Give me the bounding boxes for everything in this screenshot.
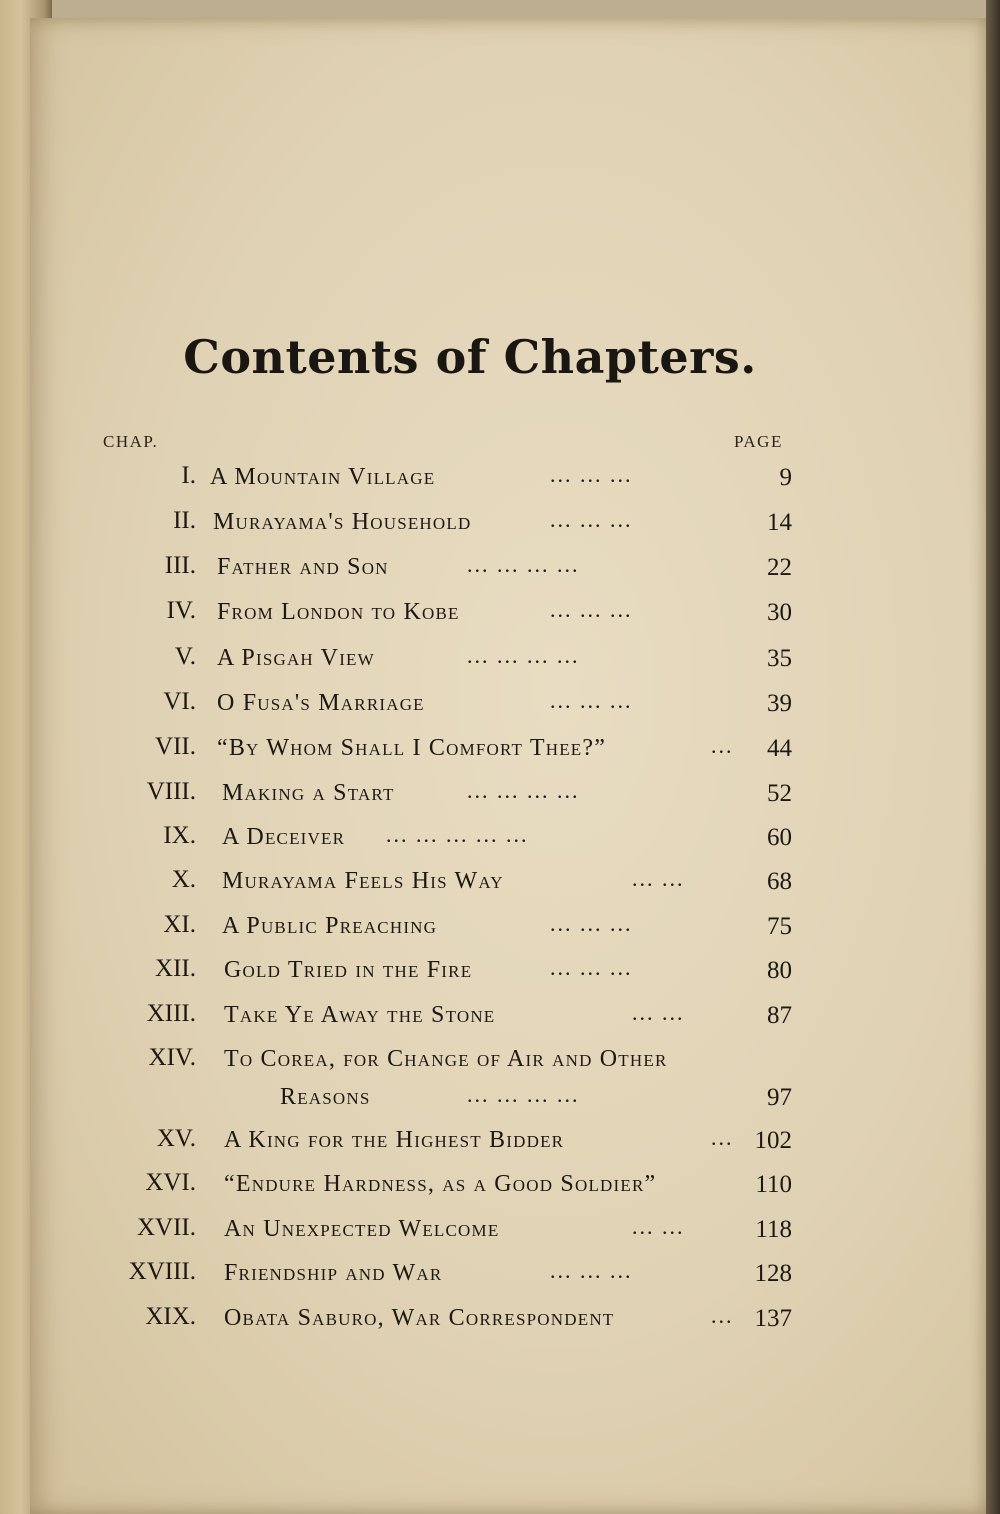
chapter-title: A King for the Highest Bidder bbox=[224, 1127, 565, 1153]
chapter-title: Making a Start bbox=[222, 780, 395, 806]
chapter-title: A Public Preaching bbox=[222, 913, 438, 939]
leader-dots: ... bbox=[711, 733, 734, 758]
toc-entry bbox=[0, 1214, 940, 1254]
page-number: 52 bbox=[767, 780, 792, 807]
leader-dots: ... ... ... bbox=[550, 507, 633, 532]
page-number: 102 bbox=[754, 1127, 792, 1154]
page-number: 68 bbox=[767, 868, 792, 895]
toc-entry bbox=[0, 955, 940, 995]
toc-entry bbox=[0, 1303, 940, 1343]
page-number: 35 bbox=[767, 645, 792, 672]
chapter-number: XV. bbox=[156, 1125, 196, 1152]
toc-entry bbox=[0, 507, 940, 547]
toc-entry bbox=[0, 1044, 940, 1084]
chapter-number: I. bbox=[181, 462, 196, 489]
page-number: 44 bbox=[767, 735, 792, 762]
toc-entry bbox=[0, 1082, 940, 1122]
page-number: 30 bbox=[767, 599, 792, 626]
chapter-number: XVII. bbox=[136, 1214, 196, 1241]
chapter-title: From London to Kobe bbox=[217, 599, 460, 625]
leader-dots: ... ... ... bbox=[550, 462, 633, 487]
chapter-number: XVI. bbox=[145, 1169, 196, 1196]
chapter-title: Father and Son bbox=[217, 554, 389, 580]
leader-dots: ... ... ... bbox=[550, 955, 633, 980]
chapter-number: XVIII. bbox=[128, 1258, 196, 1285]
leader-dots: ... ... ... bbox=[550, 911, 633, 936]
toc-entry bbox=[0, 597, 940, 637]
page-number: 128 bbox=[754, 1260, 792, 1287]
chapter-title: A Deceiver bbox=[222, 824, 346, 850]
chapter-title: Murayama Feels His Way bbox=[222, 868, 504, 894]
leader-dots: ... bbox=[711, 1125, 734, 1150]
leader-dots: ... ... bbox=[632, 1000, 685, 1025]
page-number: 60 bbox=[767, 824, 792, 851]
chapter-number: VIII. bbox=[146, 778, 196, 805]
page-number: 22 bbox=[767, 554, 792, 581]
toc-entry bbox=[0, 1125, 940, 1165]
toc-entry bbox=[0, 822, 940, 862]
page-number: 118 bbox=[755, 1216, 792, 1243]
chapter-number: II. bbox=[173, 507, 196, 534]
page-number: 14 bbox=[767, 509, 792, 536]
column-header-page: PAGE bbox=[734, 432, 783, 451]
chapter-title-continuation: Reasons bbox=[280, 1084, 371, 1110]
toc-entry bbox=[0, 552, 940, 592]
column-header-chap: CHAP. bbox=[103, 432, 159, 451]
leader-dots: ... ... ... ... bbox=[467, 643, 580, 668]
page-number: 9 bbox=[779, 464, 792, 491]
leader-dots: ... ... ... ... bbox=[467, 778, 580, 803]
chapter-number: X. bbox=[171, 866, 196, 893]
leader-dots: ... ... ... bbox=[550, 1258, 633, 1283]
toc-entry bbox=[0, 866, 940, 906]
page-title: Contents of Chapters. bbox=[183, 330, 757, 384]
page-number: 110 bbox=[755, 1171, 792, 1198]
page-number: 80 bbox=[767, 957, 792, 984]
chapter-title: An Unexpected Welcome bbox=[224, 1216, 500, 1242]
chapter-title: Friendship and War bbox=[224, 1260, 443, 1286]
toc-entry bbox=[0, 778, 940, 818]
chapter-number: VII. bbox=[155, 733, 196, 760]
leader-dots: ... ... ... ... ... bbox=[386, 822, 529, 847]
chapter-number: XIX. bbox=[145, 1303, 196, 1330]
chapter-number: IX. bbox=[163, 822, 196, 849]
toc-entry bbox=[0, 1000, 940, 1040]
chapter-number: XII. bbox=[155, 955, 196, 982]
toc-entry bbox=[0, 911, 940, 951]
chapter-number: XI. bbox=[163, 911, 196, 938]
chapter-number: IV. bbox=[166, 597, 196, 624]
toc-entry bbox=[0, 1169, 940, 1209]
chapter-title: Murayama's Household bbox=[213, 509, 472, 535]
chapter-number: XIII. bbox=[146, 1000, 196, 1027]
leader-dots: ... ... ... bbox=[550, 597, 633, 622]
leader-dots: ... ... ... ... bbox=[467, 1082, 580, 1107]
chapter-title: O Fusa's Marriage bbox=[217, 690, 425, 716]
page-number: 75 bbox=[767, 913, 792, 940]
chapter-title: “Endure Hardness, as a Good Soldier” bbox=[224, 1171, 657, 1197]
toc-entry bbox=[0, 1258, 940, 1298]
page-number: 97 bbox=[767, 1084, 792, 1111]
toc-entry bbox=[0, 733, 940, 773]
page-number: 137 bbox=[754, 1305, 792, 1332]
leader-dots: ... bbox=[711, 1303, 734, 1328]
page-number: 87 bbox=[767, 1002, 792, 1029]
leader-dots: ... ... ... ... bbox=[467, 552, 580, 577]
chapter-title: To Corea, for Change of Air and Other bbox=[224, 1046, 668, 1072]
chapter-number: VI. bbox=[163, 688, 196, 715]
chapter-title: Gold Tried in the Fire bbox=[224, 957, 473, 983]
chapter-number: XIV. bbox=[148, 1044, 196, 1071]
leader-dots: ... ... bbox=[632, 1214, 685, 1239]
page-number: 39 bbox=[767, 690, 792, 717]
toc-entry bbox=[0, 643, 940, 683]
toc-entry bbox=[0, 688, 940, 728]
chapter-number: V. bbox=[174, 643, 196, 670]
chapter-number: III. bbox=[164, 552, 196, 579]
chapter-title: “By Whom Shall I Comfort Thee?” bbox=[217, 735, 607, 761]
chapter-title: Obata Saburo, War Correspondent bbox=[224, 1305, 615, 1331]
leader-dots: ... ... ... bbox=[550, 688, 633, 713]
leader-dots: ... ... bbox=[632, 866, 685, 891]
book-cover-edge bbox=[986, 0, 1000, 1514]
chapter-title: A Pisgah View bbox=[217, 645, 375, 671]
chapter-title: A Mountain Village bbox=[210, 464, 436, 490]
chapter-title: Take Ye Away the Stone bbox=[224, 1002, 496, 1028]
toc-entry bbox=[0, 462, 940, 502]
